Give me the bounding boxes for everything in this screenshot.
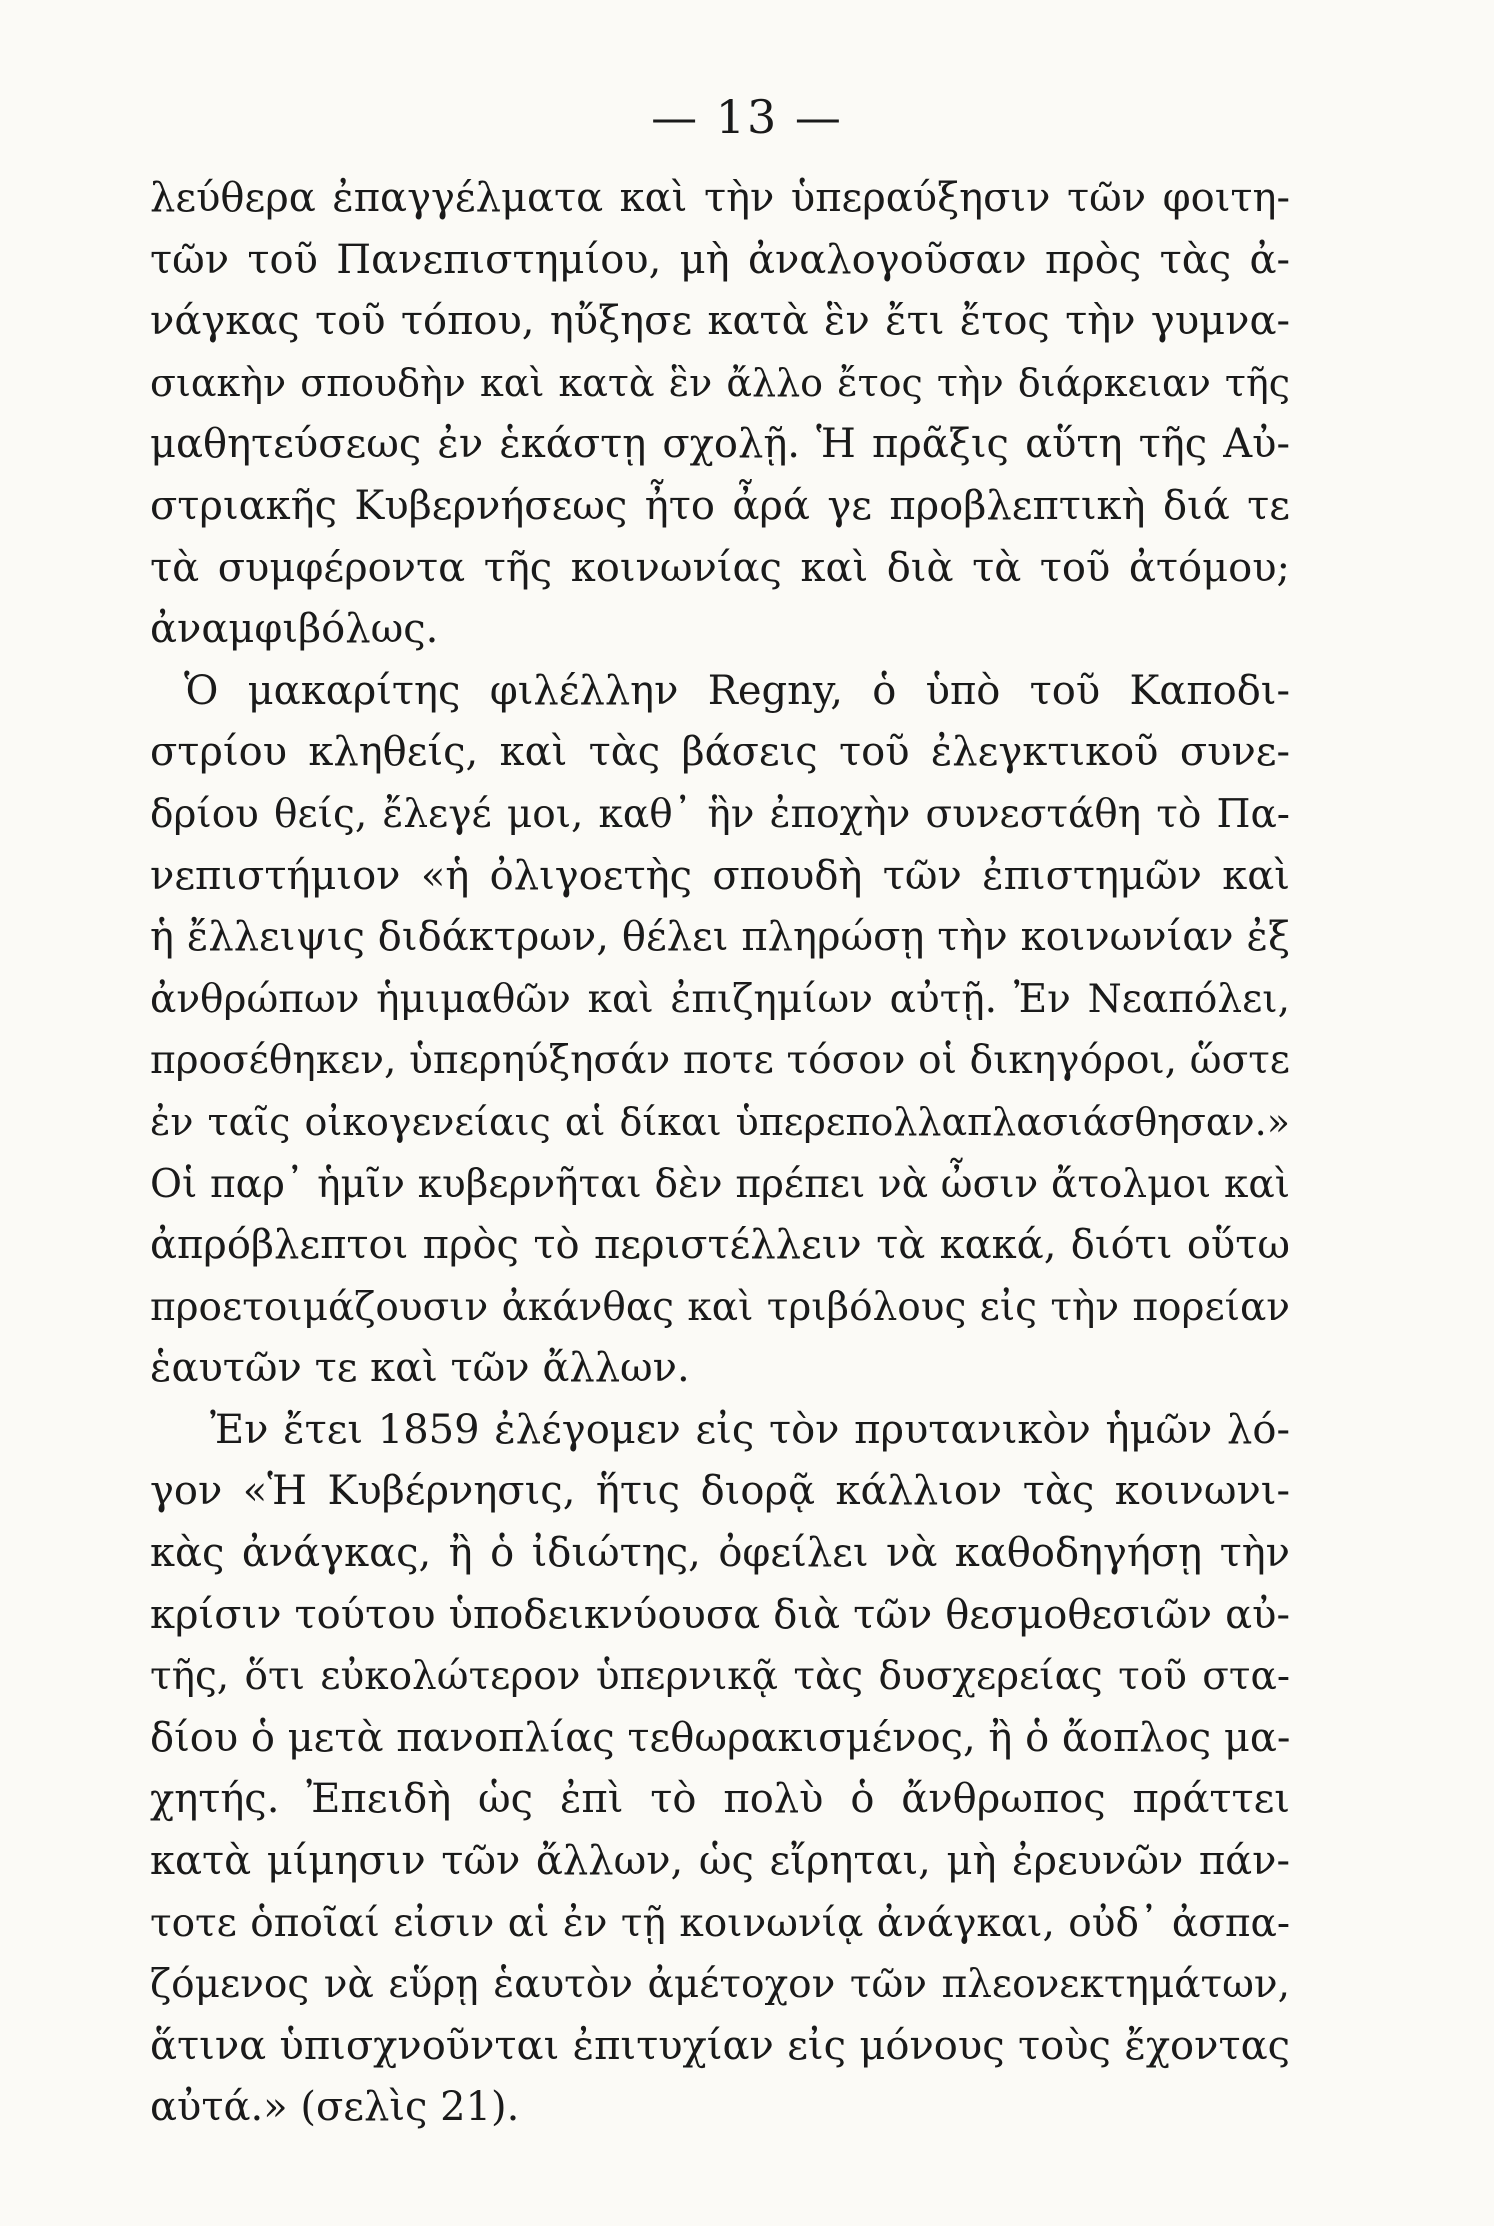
text-line: λεύθερα ἐπαγγέλματα καὶ τὴν ὑπεραύξησιν τῶν φοιτη- xyxy=(150,175,1290,221)
text-line: σιακὴν σπουδὴν καὶ κατὰ ἓν ἄλλο ἔτος τὴν διάρκειαν τῆς xyxy=(150,360,1290,405)
text-line: Ὁ μακαρίτης φιλέλλην Regny, ὁ ὑπὸ τοῦ Καποδι- xyxy=(184,667,1290,714)
text-line: τοτε ὁποῖαί εἰσιν αἱ ἐν τῇ κοινωνίᾳ ἀνάγκαι, οὐδ᾽ ἀσπα- xyxy=(150,1900,1290,1946)
text-line: νάγκας τοῦ τόπου, ηὔξησε κατὰ ἓν ἔτι ἔτος τὴν γυμνα- xyxy=(150,298,1290,345)
text-line: ἀνθρώπων ἡμιμαθῶν καὶ ἐπιζημίων αὐτῇ. Ἐν Νεαπόλει, xyxy=(150,976,1290,1022)
text-line: ἑαυτῶν τε καὶ τῶν ἄλλων. xyxy=(150,1345,690,1392)
text-line: ἀπρόβλεπτοι πρὸς τὸ περιστέλλειν τὰ κακά, διότι οὕτω xyxy=(150,1222,1290,1269)
text-line: στριακῆς Κυβερνήσεως ἦτο ἆρά γε προβλεπτικὴ διά τε xyxy=(150,482,1290,529)
text-line: τὰ συμφέροντα τῆς κοινωνίας καὶ διὰ τὰ τοῦ ἀτόμου; xyxy=(150,544,1290,591)
text-line: κὰς ἀνάγκας, ἢ ὁ ἰδιώτης, ὀφείλει νὰ καθοδηγήσῃ τὴν xyxy=(150,1530,1290,1577)
text-line: κατὰ μίμησιν τῶν ἄλλων, ὡς εἴρηται, μὴ ἐρευνῶν πάν- xyxy=(150,1838,1290,1885)
text-line: δίου ὁ μετὰ πανοπλίας τεθωρακισμένος, ἢ ὁ ἄοπλος μα- xyxy=(150,1714,1290,1761)
text-line: μαθητεύσεως ἐν ἑκάστῃ σχολῇ. Ἡ πρᾶξις αὕτη τῆς Αὐ- xyxy=(150,421,1290,468)
text-line: προετοιμάζουσιν ἀκάνθας καὶ τριβόλους εἰς τὴν πορείαν xyxy=(150,1284,1290,1330)
text-line: νεπιστήμιον «ἡ ὀλιγοετὴς σπουδὴ τῶν ἐπιστημῶν καὶ xyxy=(150,852,1290,899)
text-line: ζόμενος νὰ εὕρῃ ἑαυτὸν ἀμέτοχον τῶν πλεονεκτημάτων, xyxy=(150,1962,1290,2008)
text-line: ἀναμφιβόλως. xyxy=(150,606,439,653)
text-line: Οἱ παρ᾽ ἡμῖν κυβερνῆται δὲν πρέπει νὰ ὦσιν ἄτολμοι καὶ xyxy=(150,1161,1290,1207)
text-line: γον «Ἡ Κυβέρνησις, ἥτις διορᾷ κάλλιον τὰς κοινωνι- xyxy=(150,1468,1290,1515)
text-line: τῆς, ὅτι εὐκολώτερον ὑπερνικᾷ τὰς δυσχερείας τοῦ στα- xyxy=(150,1654,1290,1700)
text-line: ἡ ἔλλειψις διδάκτρων, θέλει πληρώσῃ τὴν κοινωνίαν ἐξ xyxy=(150,914,1290,961)
page-number-header: — 13 — xyxy=(651,90,843,144)
text-line: κρίσιν τούτου ὑποδεικνύουσα διὰ τῶν θεσμοθεσιῶν αὐ- xyxy=(150,1591,1290,1638)
text-line: αὐτά.» (σελὶς 21). xyxy=(150,2084,520,2131)
text-line: ἅτινα ὑπισχνοῦνται ἐπιτυχίαν εἰς μόνους τοὺς ἔχοντας xyxy=(150,2022,1290,2069)
text-line: στρίου κληθείς, καὶ τὰς βάσεις τοῦ ἐλεγκτικοῦ συνε- xyxy=(150,729,1290,776)
text-line: χητής. Ἐπειδὴ ὡς ἐπὶ τὸ πολὺ ὁ ἄνθρωπος πράττει xyxy=(150,1776,1290,1823)
body-text xyxy=(150,168,1290,2139)
text-line: ἐν ταῖς οἰκογενείαις αἱ δίκαι ὑπερεπολλαπλασιάσθησαν.» xyxy=(150,1099,1290,1144)
text-line: Ἐν ἔτει 1859 ἐλέγομεν εἰς τὸν πρυτανικὸν ἡμῶν λό- xyxy=(210,1406,1290,1453)
text-line: τῶν τοῦ Πανεπιστημίου, μὴ ἀναλογοῦσαν πρὸς τὰς ἀ- xyxy=(150,236,1290,283)
text-line: δρίου θείς, ἔλεγέ μοι, καθ᾽ ἣν ἐποχὴν συνεστάθη τὸ Πα- xyxy=(150,791,1290,837)
text-line: προσέθηκεν, ὑπερηύξησάν ποτε τόσον οἱ δικηγόροι, ὥστε xyxy=(150,1038,1290,1084)
